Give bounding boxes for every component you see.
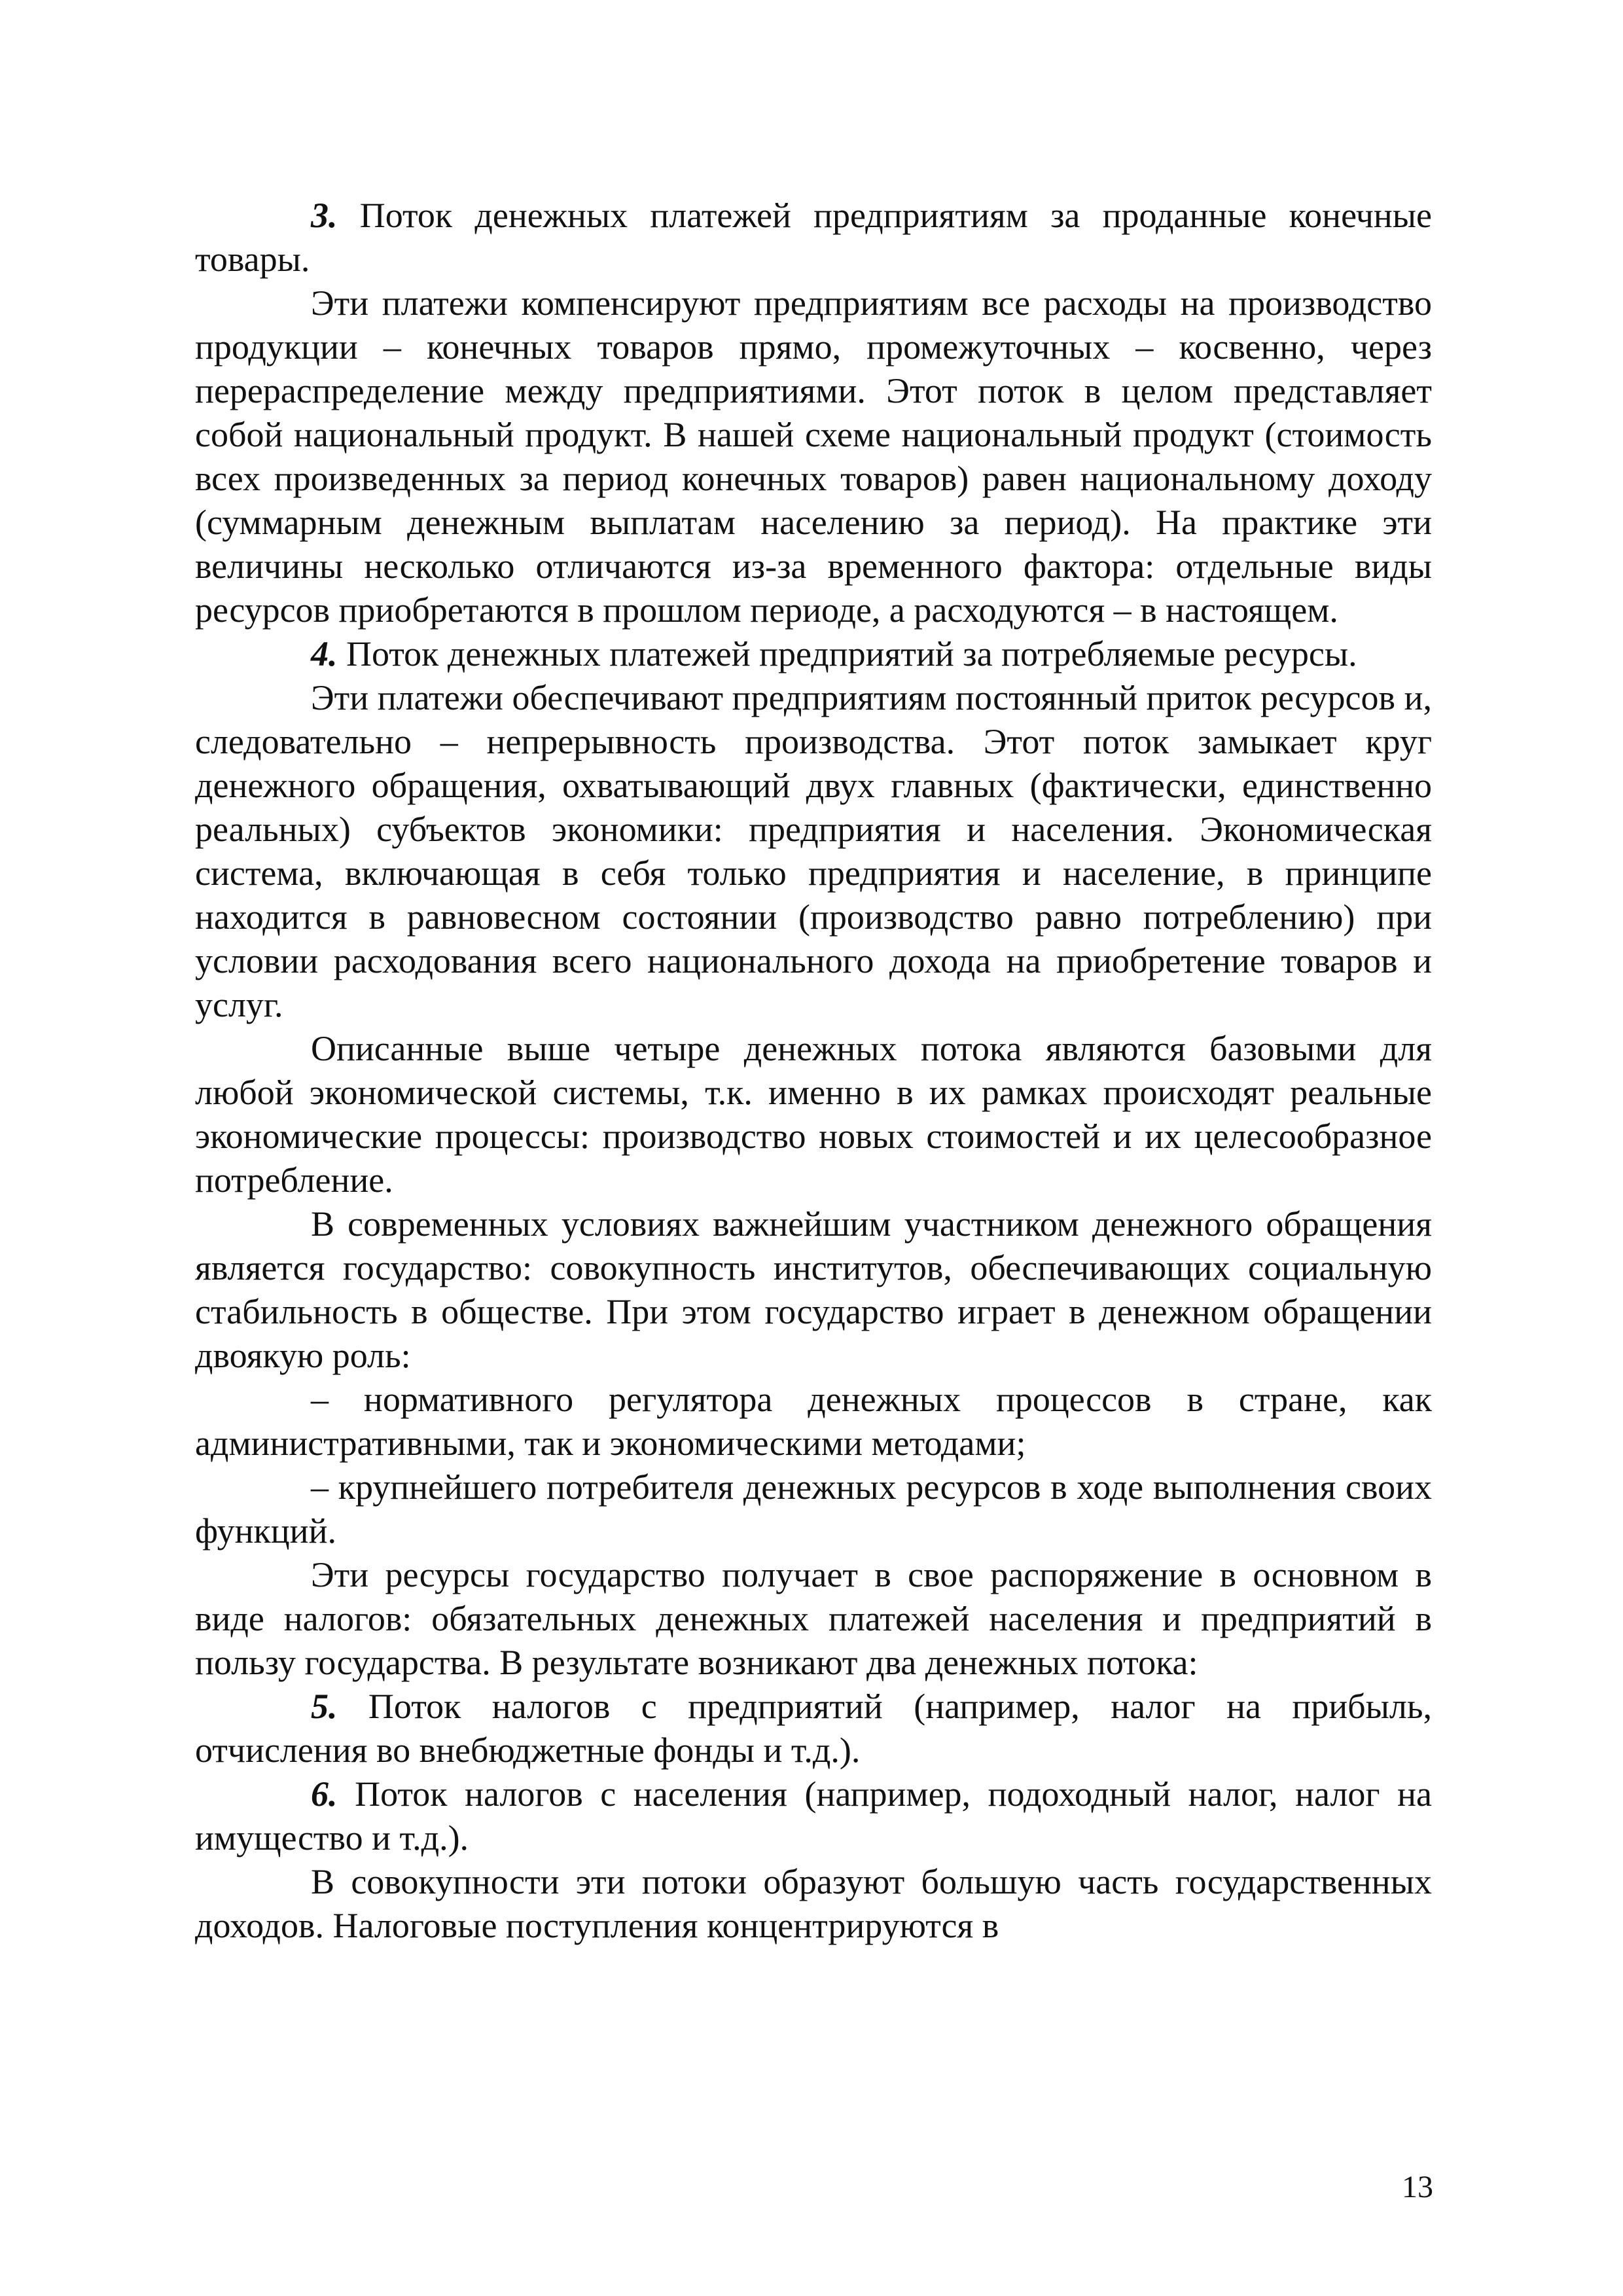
paragraph: [195, 1553, 1432, 1685]
paragraph-text: В совокупности эти потоки образуют большую часть государственных доходов. Налоговые поступления концентрируются в: [195, 1862, 1432, 1945]
body-text: [195, 194, 1432, 1948]
paragraph-text: Поток денежных платежей предприятий за потребляемые ресурсы.: [337, 634, 1357, 673]
paragraph-text: Поток налогов с предприятий (например, налог на прибыль, отчисления во внебюджетные фонды и т.д.).: [195, 1687, 1432, 1770]
item-number: 5.: [311, 1687, 338, 1726]
paragraph-text: Поток налогов с населения (например, подоходный налог, налог на имущество и т.д.).: [195, 1774, 1432, 1857]
paragraph-text: Эти платежи обеспечивают предприятиям постоянный приток ресурсов и, следовательно – непрерывность производства. Этот поток замыкает круг денежного обращения, охватывающий двух главных (фактически, единственно реальных) субъектов экономики: предприятия и населения. Экономическая система, включающая в себя только предприятия и население, в принципе находится в равновесном состоянии (производство равно потреблению) при условии расходования всего национального дохода на приобретение товаров и услуг.: [195, 678, 1432, 1024]
paragraph-text: Поток денежных платежей предприятиям за проданные конечные товары.: [195, 196, 1432, 279]
paragraph-text: – крупнейшего потребителя денежных ресурсов в ходе выполнения своих функций.: [195, 1467, 1432, 1551]
paragraph: [195, 632, 1432, 676]
paragraph: [195, 194, 1432, 281]
item-number: 3.: [311, 196, 338, 235]
paragraph: [195, 1860, 1432, 1948]
paragraph: [195, 1685, 1432, 1772]
paragraph: [195, 281, 1432, 632]
paragraph: [195, 1772, 1432, 1860]
paragraph: [195, 1202, 1432, 1378]
paragraph: [195, 1378, 1432, 1465]
paragraph: [195, 1465, 1432, 1553]
item-number: 4.: [311, 634, 338, 673]
paragraph: [195, 1027, 1432, 1202]
paragraph-text: Эти ресурсы государство получает в свое распоряжение в основном в виде налогов: обязательных денежных платежей населения и предприятий в пользу государства. В результате возникают два денежных потока:: [195, 1555, 1432, 1682]
paragraph-text: Эти платежи компенсируют предприятиям все расходы на производство продукции – конечных товаров прямо, промежуточных – косвенно, через перераспределение между предприятиями. Этот поток в целом представляет собой национальный продукт. В нашей схеме национальный продукт (стоимость всех произведенных за период конечных товаров) равен национальному доходу (суммарным денежным выплатам населению за период). На практике эти величины несколько отличаются из-за временного фактора: отдельные виды ресурсов приобретаются в прошлом периоде, а расходуются – в настоящем.: [195, 283, 1432, 630]
page-number: 13: [1402, 2170, 1433, 2204]
item-number: 6.: [311, 1774, 338, 1814]
paragraph: [195, 676, 1432, 1027]
paragraph-text: В современных условиях важнейшим участником денежного обращения является государство: совокупность институтов, обеспечивающих социальную стабильность в обществе. При этом государство играет в денежном обращении двоякую роль:: [195, 1204, 1432, 1375]
paragraph-text: – нормативного регулятора денежных процессов в стране, как административными, так и экономическими методами;: [195, 1380, 1432, 1463]
paragraph-text: Описанные выше четыре денежных потока являются базовыми для любой экономической системы, т.к. именно в их рамках происходят реальные экономические процессы: производство новых стоимостей и их целесообразное потребление.: [195, 1029, 1432, 1200]
